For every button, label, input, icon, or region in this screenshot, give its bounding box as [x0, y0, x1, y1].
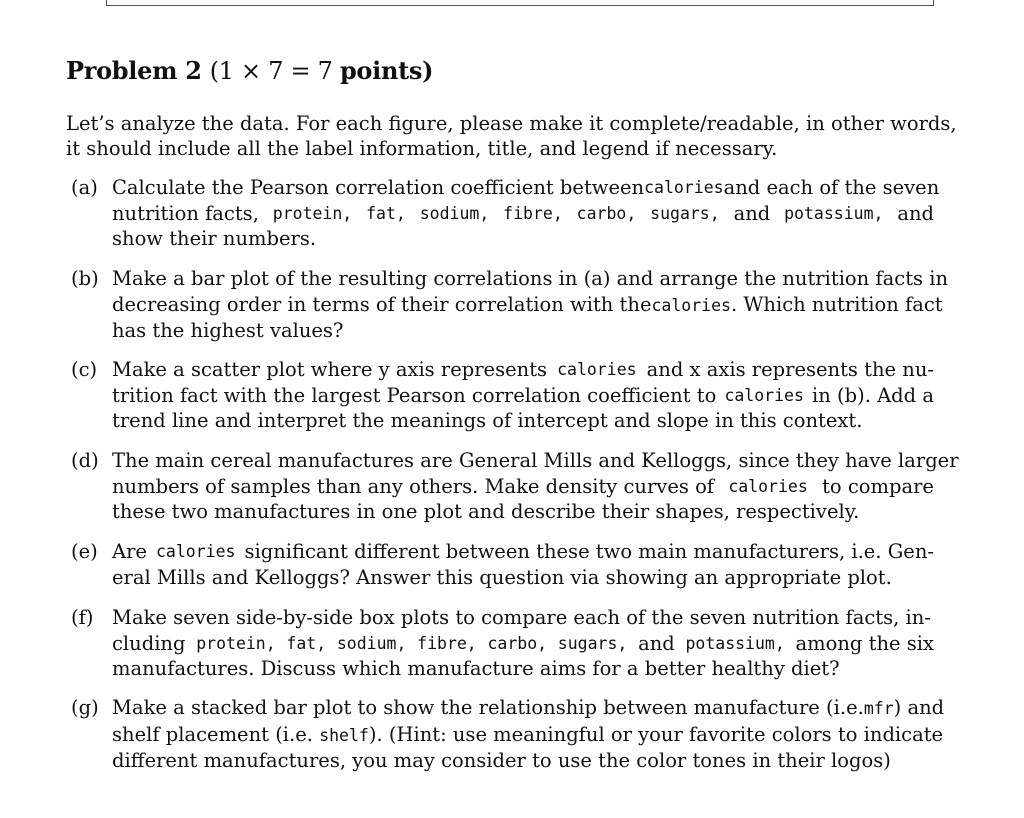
- previous-section-box: [106, 0, 934, 6]
- item-text: Make a stacked bar plot to show the relationship between manufacture (i.e. mfr) and shelf placement (i.e. shelf). (Hint: use meaningful or your favorite colors to indicate different manufactures, you may consider to use the color tones in their logos): [112, 696, 945, 772]
- problem-points: (1 × 7 = 7 points): [209, 56, 434, 85]
- problem-heading: [66, 56, 433, 85]
- item-marker: (d): [71, 449, 99, 472]
- item-text: Make a scatter plot where y axis represents calories and x axis represents the nu- trition fact with the largest Pearson correlation coefficient to calories in (b). Add a trend line and interpret the meanings of intercept and slope in this context.: [112, 358, 934, 432]
- item-marker: (f): [71, 606, 94, 629]
- item-text: Make seven side-by-side box plots to compare each of the seven nutrition facts, in- cluding protein, fat, sodium, fibre, carbo, sugars, and potassium, among the six manufactures. Discuss which manufacture aims for a better healthy diet?: [112, 606, 934, 680]
- item-marker: (a): [71, 176, 98, 199]
- intro-line: it should include all the label information, title, and legend if necessary.: [66, 137, 778, 160]
- item-text: Calculate the Pearson correlation coefficient between calories and each of the seven nutrition facts, protein, fat, sodium, fibre, carbo, sugars, and potassium, and show their numbers.: [112, 176, 940, 250]
- item-marker: (c): [71, 358, 98, 381]
- item-text: Make a bar plot of the resulting correlations in (a) and arrange the nutrition facts in decreasing order in terms of their correlation with the calories. Which nutrition fact has the highest values?: [112, 267, 949, 342]
- problem-title: Problem 2: [66, 56, 202, 85]
- item-text: The main cereal manufactures are General Mills and Kelloggs, since they have larger numbers of samples than any others. Make density curves of calories to compare these two manufactures in one plot and describe their shapes, respectively.: [112, 449, 959, 523]
- problem-intro: [66, 111, 957, 161]
- item-text: Are calories significant different between these two main manufacturers, i.e. Gen- eral Mills and Kelloggs? Answer this question via showing an appropriate plot.: [112, 540, 934, 589]
- item-marker: (g): [71, 696, 99, 719]
- intro-line: Let’s analyze the data. For each figure, please make it complete/readable, in other words,: [66, 112, 957, 135]
- item-marker: (b): [71, 267, 99, 290]
- item-marker: (e): [71, 540, 98, 563]
